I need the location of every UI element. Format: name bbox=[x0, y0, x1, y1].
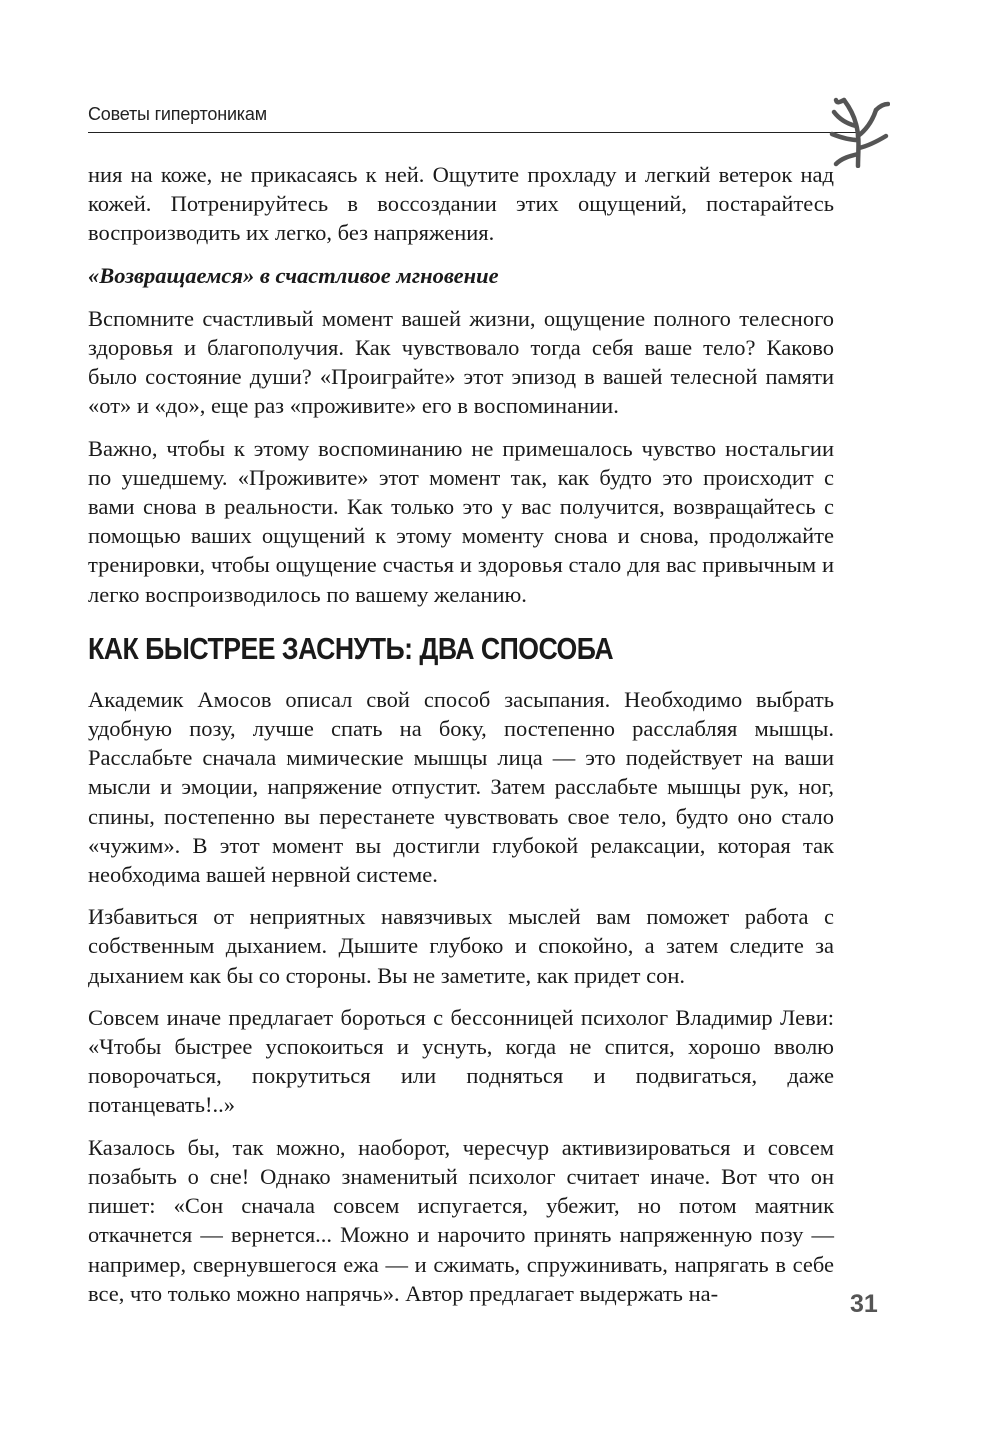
paragraph-continued: ния на коже, не прикасаясь к ней. Ощутите прохладу и легкий ветерок над кожей. Потренируйтесь в воссоздании этих ощущений, постарайтесь воспроизводить их легко, без напряжения. bbox=[88, 162, 834, 246]
main-text bbox=[88, 160, 834, 1321]
paragraph-contrary: Казалось бы, так можно, наоборот, чересчур активизироваться и совсем позабыть о сне! Однако знаменитый психолог считает иначе. Вот что он пишет: «Сон сначала совсем испугается, убежит, но потом маятник откачнется — вернется... Можно и нарочито принять напряженную позу — например, свернувшегося ежа — и сжимать, спружинивать, напрягать в себе все, что только можно напрячь». Автор предлагает выдержать на- bbox=[88, 1134, 834, 1306]
paragraph-important: Важно, чтобы к этому воспоминанию не примешалось чувство ностальгии по ушедшему. «Проживите» этот момент так, как будто это происходит с вами снова в реальности. Как только это у вас получится, возвращайтесь с помощью ваших ощущений к этому моменту снова и снова, продолжайте тренировки, чтобы ощущение счастья и здоровья стало для вас привычным и легко воспроизводилось по вашему желанию. bbox=[88, 435, 834, 607]
paragraph-breathing: Избавиться от неприятных навязчивых мыслей вам поможет работа с собственным дыханием. Дышите глубоко и спокойно, а затем следите за дыханием как бы со стороны. Вы не заметите, как придет сон. bbox=[88, 904, 834, 988]
paragraph-memory: Вспомните счастливый момент вашей жизни, ощущение полного телесного здоровья и благополучия. Как чувствовало тогда себя ваше тело? Каково было состояние души? «Проиграйте» этот эпизод в вашей телесной памяти «от» и «до», еще раз «проживите» его в воспоминании. bbox=[88, 305, 834, 419]
paragraph-amosov: Академик Амосов описал свой способ засыпания. Необходимо выбрать удобную позу, лучше спать на боку, постепенно расслабляя мышцы. Расслабьте сначала мимические мышцы лица — это подействует на ваши мысли и эмоции, напряжение отпустит. Затем расслабьте мышцы рук, ног, спины, постепенно вы перестанете чувствовать свое тело, будто оно стало «чужим». В этот момент вы достигли глубокой релаксации, которая так необходима вашей нервной системе. bbox=[88, 686, 834, 888]
running-head: Советы гипертоникам bbox=[88, 104, 267, 124]
subheading: «Возвращаемся» в счастливое мгновение bbox=[88, 262, 499, 288]
paragraph-levi: Совсем иначе предлагает бороться с бессонницей психолог Владимир Леви: «Чтобы быстрее успокоиться и уснуть, когда не спится, хорошо вволю поворочаться, покрутиться или подняться и подвигаться, даже потанцевать!..» bbox=[88, 1004, 834, 1118]
page-number: 31 bbox=[850, 1290, 878, 1318]
branch-ornament-icon bbox=[828, 96, 890, 168]
header-rule bbox=[88, 132, 858, 133]
section-heading: КАК БЫСТРЕЕ ЗАСНУТЬ: ДВА СПОСОБА bbox=[88, 630, 614, 666]
